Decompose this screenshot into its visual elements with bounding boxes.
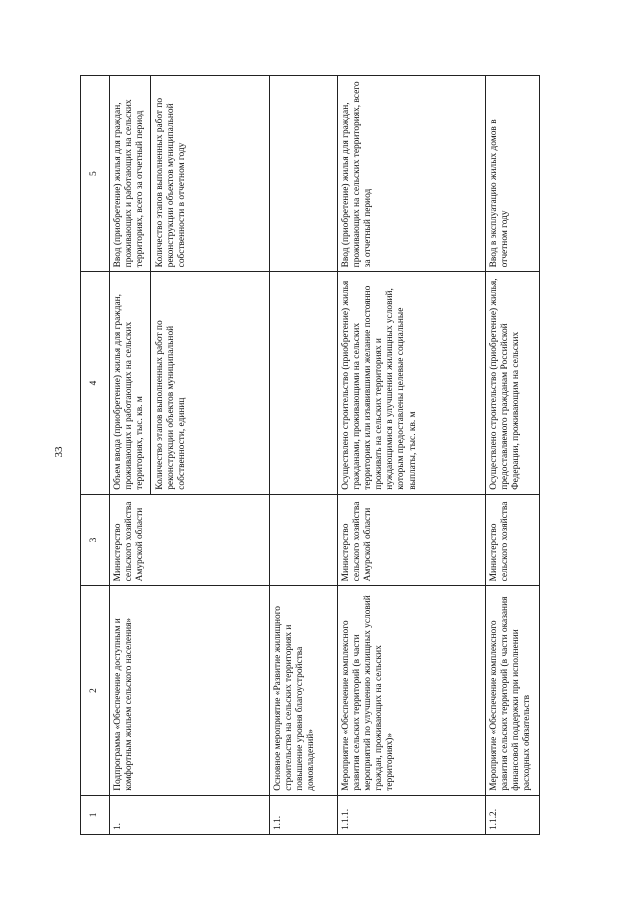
header-col-5: 5 xyxy=(81,76,110,272)
row-description xyxy=(110,76,270,272)
rotated-table-area xyxy=(80,75,540,835)
description-part-1: Ввод (приобретение) жилья для граждан, проживающих и работающих на сельских территориях, всего за отчетный период xyxy=(110,76,151,271)
header-row xyxy=(81,76,110,835)
header-col-3: 3 xyxy=(81,494,110,586)
row-number: 1.1.1. xyxy=(338,795,486,834)
table-row xyxy=(486,76,540,835)
row-name: Подпрограмма «Обеспечение доступным и комфортным жильем сельского населения» xyxy=(110,586,270,795)
description-part-2: Количество этапов выполненных работ по реконструкции объектов муниципальной собственности в отчетном году xyxy=(155,97,188,268)
indicator-part-1: Объем ввода (приобретение) жилья для граждан, проживающих и работающих на сельских территориях, тыс. кв. м xyxy=(110,272,151,493)
row-name: Основное мероприятие «Развитие жилищного строительства на сельских территориях и повышение уровня благоустройства домовладений» xyxy=(270,586,338,795)
row-indicator xyxy=(270,272,338,494)
row-description xyxy=(270,76,338,272)
row-indicator: Осуществлено строительство (приобретение) жилья гражданами, проживающими на сельских территориях или изъявившими желание постоянно проживать на сельских территориях и нуждающимися в улучшении жилищных условий, которым предоставлены целевые социальные выплаты, тыс. кв. м xyxy=(338,272,486,494)
page-number: 33 xyxy=(53,446,65,458)
table-row xyxy=(270,76,338,835)
header-col-1: 1 xyxy=(81,795,110,834)
row-executor: Министерство сельского хозяйства xyxy=(486,494,540,586)
header-col-4: 4 xyxy=(81,272,110,494)
row-description: Ввод в эксплуатацию жилых домов в отчетном году xyxy=(486,76,540,272)
header-col-2: 2 xyxy=(81,586,110,795)
indicator-part-2: Количество этапов выполненных работ по реконструкции объектов муниципальной собственности, единиц xyxy=(155,320,188,490)
table-row xyxy=(110,76,270,835)
rotated-page-content xyxy=(80,75,540,835)
row-executor: Министерство сельского хозяйства Амурской области xyxy=(338,494,486,586)
row-description: Ввод (приобретение) жилья для граждан, проживающих на сельских территориях, всего за отчетный период xyxy=(338,76,486,272)
row-executor: Министерство сельского хозяйства Амурской области xyxy=(110,494,270,586)
row-indicator: Осуществлено строительство (приобретение) жилья, предоставляемого гражданам Российской Федерации, проживающим на сельских xyxy=(486,272,540,494)
row-indicator xyxy=(110,272,270,494)
row-name: Мероприятие «Обеспечение комплексного развития сельских территорий (в части оказания финансовой поддержки при исполнении расходных обязательств xyxy=(486,586,540,795)
row-name: Мероприятие «Обеспечение комплексного развития сельских территорий (в части мероприятий по улучшению жилищных условий граждан, проживающих на сельских территориях)» xyxy=(338,586,486,795)
row-number: 1.1.2. xyxy=(486,795,540,834)
row-number: 1.1. xyxy=(270,795,338,834)
table-row xyxy=(338,76,486,835)
row-executor xyxy=(270,494,338,586)
program-table xyxy=(80,75,540,835)
row-number: 1. xyxy=(110,795,270,834)
